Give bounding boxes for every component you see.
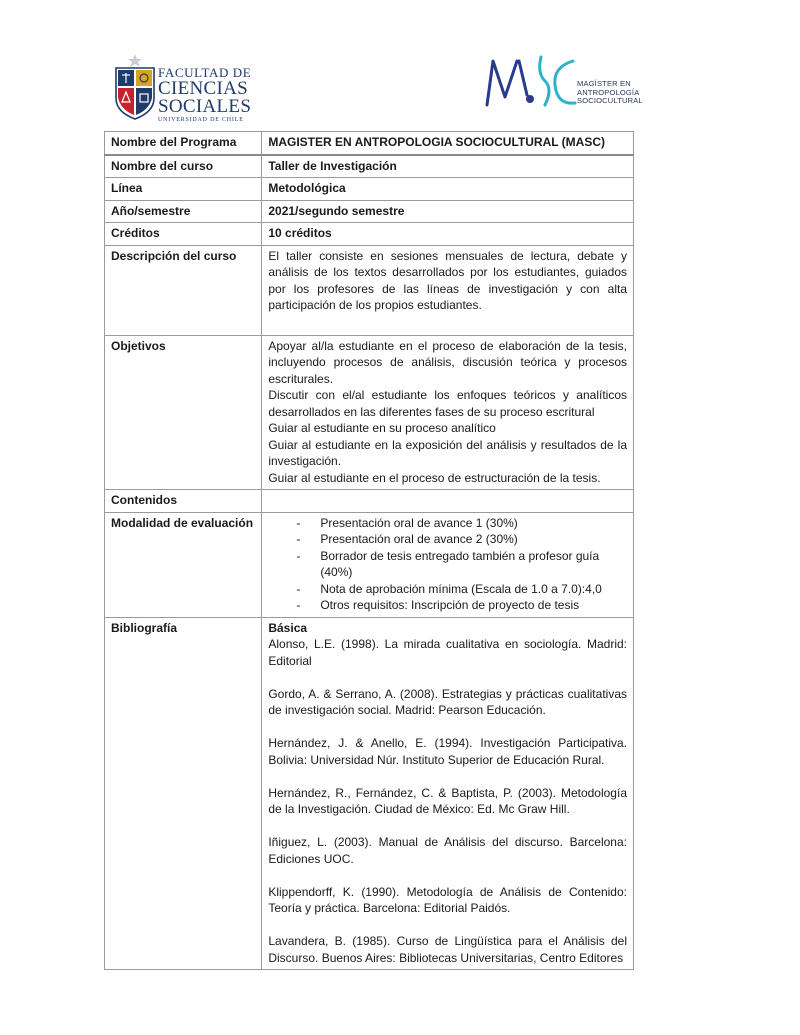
bibliography-entry: Hernández, J. & Anello, E. (1994). Investigación Participativa. Bolivia: Universidad Núr. Instituto Superior de Educación Rural. <box>268 736 627 767</box>
row-label: Nombre del Programa <box>105 132 262 155</box>
list-item: - Borrador de tesis entregado también a profesor guía (40%) <box>292 548 627 581</box>
masc-subtitle-line-3: SOCIOCULTURAL <box>577 96 643 105</box>
objective-item: Guiar al estudiante en el proceso de estructuración de la tesis. <box>268 470 601 485</box>
objective-item: Discutir con el/al estudiante los enfoques teóricos y analíticos desarrollados en las diferentes fases de su proceso escritural <box>268 388 627 419</box>
bibliography-entry: Gordo, A. & Serrano, A. (2008). Estrategias y prácticas cualitativas de investigación social. Madrid: Pearson Educación. <box>268 686 627 717</box>
faculty-line-3: SOCIALES <box>158 96 252 117</box>
row-label: Descripción del curso <box>105 245 262 335</box>
list-item: - Otros requisitos: Inscripción de proyecto de tesis <box>292 597 627 614</box>
row-label: Objetivos <box>105 335 262 490</box>
bibliography-entry: Alonso, L.E. (1998). La mirada cualitativa en sociología. Madrid: Editorial <box>268 637 627 668</box>
table-row <box>105 178 634 201</box>
table-row <box>105 223 634 246</box>
year-semester: 2021/segundo semestre <box>262 200 634 223</box>
masc-subtitle-line-2: ANTROPOLOGÍA <box>577 87 640 97</box>
course-line: Metodológica <box>262 178 634 201</box>
row-label: Contenidos <box>105 490 262 513</box>
masc-monogram-icon <box>483 53 578 115</box>
table-row <box>105 617 634 970</box>
objective-item: Guiar al estudiante en su proceso analítico <box>268 421 496 435</box>
evaluation-modality <box>262 512 634 617</box>
faculty-wordmark <box>158 66 251 125</box>
table-row <box>105 155 634 178</box>
objective-item: Apoyar al/la estudiante en el proceso de elaboración de la tesis, incluyendo procesos de análisis, discusión teórica y procesos escriturales. <box>268 338 627 386</box>
course-name: Taller de Investigación <box>262 155 634 178</box>
row-label: Nombre del curso <box>105 155 262 178</box>
program-info-table <box>104 131 634 970</box>
row-label: Año/semestre <box>105 200 262 223</box>
bibliography <box>262 617 634 970</box>
objectives <box>262 335 634 490</box>
table-row <box>105 512 634 617</box>
masc-logo <box>483 53 643 115</box>
course-description-text: El taller consiste en sesiones mensuales de lectura, debate y análisis de los textos desarrollados por los estudiantes, guiados por los profesores de las líneas de investigación y con alta participación de los propios estudiantes. <box>268 248 627 312</box>
list-item: - Presentación oral de avance 1 (30%) <box>292 515 627 532</box>
bibliography-entry: Hernández, R., Fernández, C. & Baptista, P. (2003). Metodología de la Investigación. Ciudad de México: Ed. Mc Graw Hill. <box>268 785 627 816</box>
row-label: Bibliografía <box>105 617 262 970</box>
evaluation-list <box>268 515 627 614</box>
objective-item: Guiar al estudiante en la exposición del análisis y resultados de la investigación. <box>268 437 627 468</box>
facultad-ciencias-sociales-logo <box>113 52 253 122</box>
row-label: Línea <box>105 178 262 201</box>
table-row <box>105 335 634 490</box>
university-crest-icon <box>113 52 157 122</box>
faculty-line-4: UNIVERSIDAD DE CHILE <box>158 117 244 123</box>
table-row <box>105 132 634 155</box>
table-row <box>105 245 634 335</box>
credits: 10 créditos <box>262 223 634 246</box>
course-description <box>262 245 634 335</box>
contents <box>262 490 634 513</box>
list-item: - Nota de aprobación mínima (Escala de 1.0 a 7.0):4,0 <box>292 581 627 598</box>
program-name: MAGISTER EN ANTROPOLOGIA SOCIOCULTURAL (MASC) <box>262 132 634 155</box>
bibliography-entry: Lavandera, B. (1985). Curso de Lingüística para el Análisis del Discurso. Buenos Aires: Bibliotecas Universitarias, Centro Editores <box>268 934 627 965</box>
table-row <box>105 200 634 223</box>
row-label: Modalidad de evaluación <box>105 512 262 617</box>
table-row <box>105 490 634 513</box>
bibliography-entry: Iñiguez, L. (2003). Manual de Análisis del discurso. Barcelona: Ediciones UOC. <box>268 835 627 866</box>
faculty-line-2: CIENCIAS <box>158 78 249 99</box>
masc-subtitle <box>577 80 643 106</box>
list-item: - Presentación oral de avance 2 (30%) <box>292 531 627 548</box>
bibliography-heading: Básica <box>268 620 308 635</box>
faculty-line-1: FACULTAD DE <box>158 65 252 80</box>
masc-subtitle-line-1: MAGÍSTER EN <box>577 79 631 88</box>
row-label: Créditos <box>105 223 262 246</box>
bibliography-entry: Klippendorff, K. (1990). Metodología de Análisis de Contenido: Teoría y práctica. Barcelona: Editorial Paidós. <box>268 884 627 915</box>
